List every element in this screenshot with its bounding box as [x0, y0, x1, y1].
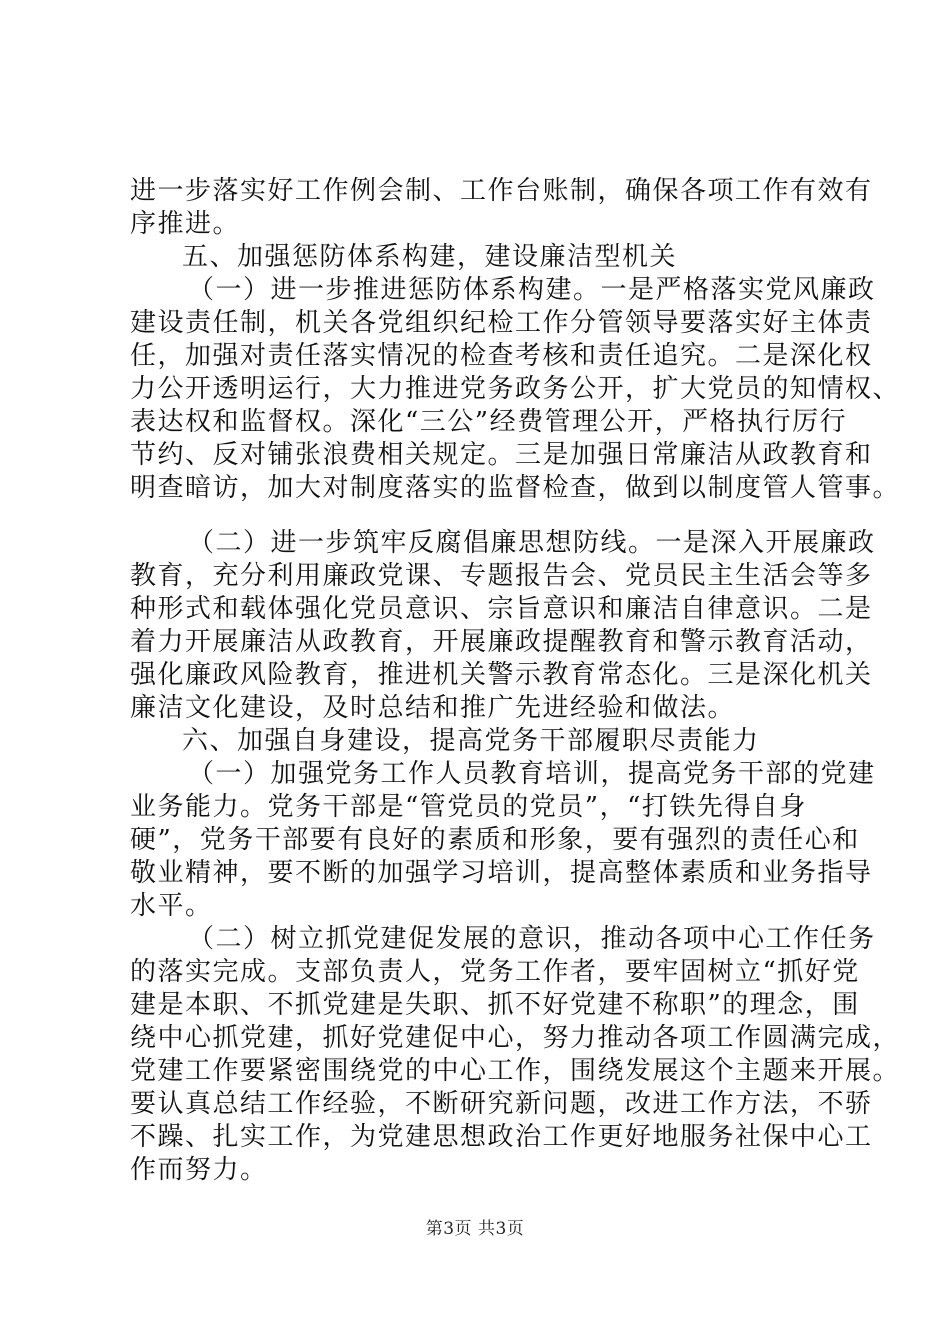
text-line: 要认真总结工作经验，不断研究新问题，改进工作方法，不骄: [130, 1089, 873, 1119]
text-line: 敬业精神，要不断的加强学习培训，提高整体素质和业务指导: [130, 858, 873, 888]
text-line: 绕中心抓党建，抓好党建促中心，努力推动各项工作圆满完成，: [130, 1023, 901, 1053]
text-line: 硬”，党务干部要有良好的素质和形象，要有强烈的责任心和: [130, 825, 860, 855]
text-line: 业务能力。党务干部是“管党员的党员”，“打铁先得自身: [130, 792, 807, 822]
text-line: （一）进一步推进惩防体系构建。一是严格落实党风廉政: [188, 275, 876, 305]
text-line: 节约、反对铺张浪费相关规定。三是加强日常廉洁从政教育和: [130, 440, 873, 470]
text-line: 不躁、扎实工作，为党建思想政治工作更好地服务社保中心工: [130, 1122, 873, 1152]
section-heading: 五、加强惩防体系构建，建设廉洁型机关: [182, 242, 678, 272]
text-line: 着力开展廉洁从政教育，开展廉政提醒教育和警示教育活动，: [130, 627, 873, 657]
text-line: 廉洁文化建设，及时总结和推广先进经验和做法。: [130, 693, 736, 723]
text-line: 作而努力。: [130, 1155, 268, 1185]
paragraph-gap: [130, 505, 850, 527]
text-line: 教育，充分利用廉政党课、专题报告会、党员民主生活会等多: [130, 561, 873, 591]
page-number-footer: 第3页 共3页: [425, 1219, 525, 1239]
section-heading: 六、加强自身建设，提高党务干部履职尽责能力: [182, 726, 760, 756]
text-line: 水平。: [130, 891, 213, 921]
text-line: 明查暗访，加大对制度落实的监督检查，做到以制度管人管事。: [130, 473, 901, 503]
text-line: 任，加强对责任落实情况的检查考核和责任追究。二是深化权: [130, 341, 873, 371]
text-line: 序推进。: [130, 209, 241, 239]
text-line: 建设责任制，机关各党组织纪检工作分管领导要落实好主体责: [130, 308, 873, 338]
text-line: （一）加强党务工作人员教育培训，提高党务干部的党建: [188, 759, 876, 789]
text-line: 力公开透明运行，大力推进党务政务公开，扩大党员的知情权、: [130, 374, 901, 404]
text-line: 建是本职、不抓党建是失职、抓不好党建不称职”的理念，围: [130, 990, 860, 1020]
text-line: 进一步落实好工作例会制、工作台账制，确保各项工作有效有: [130, 176, 873, 206]
text-line: 强化廉政风险教育，推进机关警示教育常态化。三是深化机关: [130, 660, 873, 690]
text-line: （二）树立抓党建促发展的意识，推动各项中心工作任务: [188, 924, 876, 954]
document-body: [130, 175, 901, 1187]
text-line: （二）进一步筑牢反腐倡廉思想防线。一是深入开展廉政: [188, 528, 876, 558]
text-line: 党建工作要紧密围绕党的中心工作，围绕发展这个主题来开展。: [130, 1056, 901, 1086]
text-line: 种形式和载体强化党员意识、宗旨意识和廉洁自律意识。二是: [130, 594, 873, 624]
text-line: 的落实完成。支部负责人，党务工作者，要牢固树立“抓好党: [130, 957, 860, 987]
text-line: 表达权和监督权。深化“三公”经费管理公开，严格执行厉行: [130, 407, 848, 437]
